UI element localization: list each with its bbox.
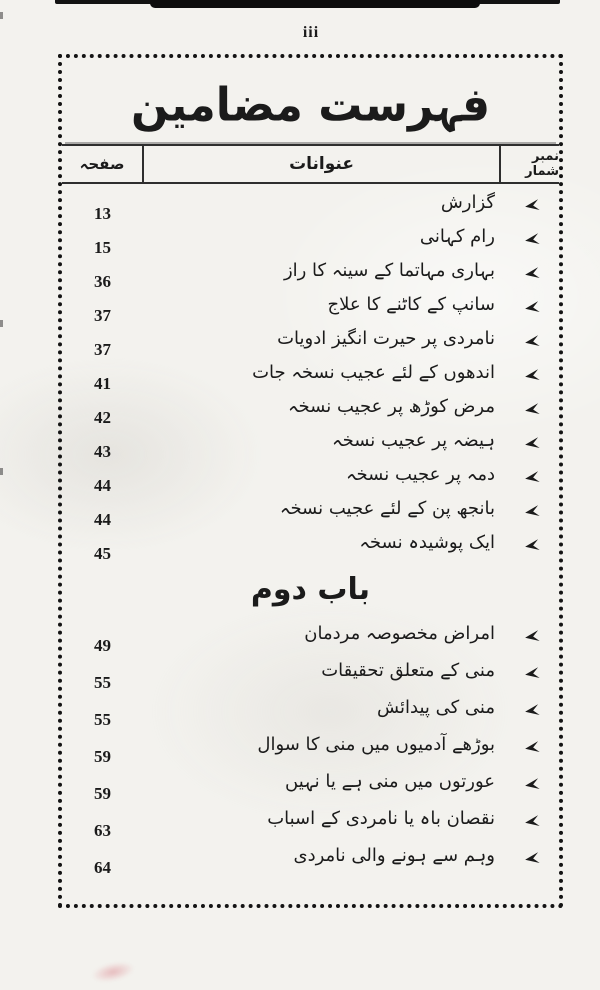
entry-title: دمہ پر عجیب نسخہ [345,463,495,485]
scan-speck [0,12,3,19]
toc-section-one [62,184,559,562]
toc-entry-row [88,655,553,692]
arrow-bullet-icon [524,667,539,680]
entry-page-number: 63 [94,820,111,840]
toc-entry-row [88,290,553,324]
arrow-bullet-icon [524,267,539,280]
header-cell-serial: نمبر شمار [499,146,559,182]
arrow-bullet-icon [524,471,539,484]
toc-section-two [62,616,559,877]
entry-title: ایک پوشیدہ نسخہ [359,531,495,553]
toc-entry-row [88,803,553,840]
header-cell-page: صفحہ [62,146,144,182]
entry-page-number: 37 [94,306,111,325]
entry-title: وہم سے ہونے والی نامردی [293,845,495,866]
chapter-heading: باب دوم [250,572,371,607]
toc-table-header [62,144,559,184]
entry-title: نامردی پر حیرت انگیز ادویات [277,327,495,349]
entry-page-number: 15 [94,238,111,257]
entry-title: رام کہانی [419,225,495,247]
arrow-bullet-icon [524,852,539,865]
entry-page-number: 13 [94,204,111,223]
entry-title: بوڑھے آدمیوں میں منی کا سوال [257,734,495,755]
toc-entry-row [88,840,553,877]
toc-entry-row [88,766,553,803]
toc-entry-row [88,222,553,256]
entry-title: بانجھ پن کے لئے عجیب نسخہ [279,497,495,519]
arrow-bullet-icon [524,335,539,348]
toc-entry-row [88,256,553,290]
entry-page-number: 55 [94,672,111,692]
toc-entry-row [88,324,553,358]
page-title: فہرست مضامین [130,78,491,133]
arrow-bullet-icon [524,741,539,754]
entry-title: اندھوں کے لئے عجیب نسخہ جات [252,361,495,383]
entry-page-number: 49 [94,635,111,655]
entry-page-number: 55 [94,709,111,729]
arrow-bullet-icon [524,704,539,717]
entry-title: مرض کوڑھ پر عجیب نسخہ [288,395,495,417]
scan-edge-smudge-thick [150,0,480,8]
arrow-bullet-icon [524,815,539,828]
toc-entry-row [88,426,553,460]
header-cell-titles: عنوانات [289,154,354,174]
entry-page-number: 36 [94,272,111,291]
entry-title: گزارش [440,191,495,213]
entry-page-number: 43 [94,442,111,461]
toc-entry-row [88,460,553,494]
entry-page-number: 44 [94,510,111,529]
arrow-bullet-icon [524,630,539,643]
toc-entry-row [88,358,553,392]
entry-title: عورتوں میں منی ہے یا نہیں [285,771,495,792]
arrow-bullet-icon [524,233,539,246]
entry-title: منی کی پیدائش [377,697,495,718]
entry-title: نقصان باہ یا نامردی کے اسباب [267,808,495,829]
arrow-bullet-icon [524,437,539,450]
arrow-bullet-icon [524,539,539,552]
toc-entry-row [88,618,553,655]
entry-page-number: 37 [94,340,111,359]
arrow-bullet-icon [524,778,539,791]
dotted-border-frame [58,54,563,908]
entry-title: منی کے متعلق تحقیقات [321,660,495,681]
entry-page-number: 64 [94,857,111,877]
arrow-bullet-icon [524,301,539,314]
arrow-bullet-icon [524,505,539,518]
toc-entry-row [88,494,553,528]
entry-title: امراض مخصوصہ مردمان [304,623,495,644]
entry-title: بہاری مہاتما کے سینہ کا راز [283,259,495,281]
entry-page-number: 44 [94,476,111,495]
arrow-bullet-icon [524,403,539,416]
entry-title: سانپ کے کاٹنے کا علاج [327,293,495,315]
scan-speck [0,320,3,327]
toc-entry-row [88,692,553,729]
toc-entry-row [88,392,553,426]
folio-number: iii [302,24,320,41]
toc-entry-row [88,528,553,562]
scan-speck [0,468,3,475]
entry-title: ہیضہ پر عجیب نسخہ [332,429,495,451]
entry-page-number: 59 [94,783,111,803]
entry-page-number: 41 [94,374,111,393]
entry-page-number: 59 [94,746,111,766]
toc-entry-row [88,188,553,222]
entry-page-number: 42 [94,408,111,427]
arrow-bullet-icon [524,369,539,382]
arrow-bullet-icon [524,199,539,212]
toc-entry-row [88,729,553,766]
entry-page-number: 45 [94,544,111,563]
pink-ink-smudge [82,954,144,990]
